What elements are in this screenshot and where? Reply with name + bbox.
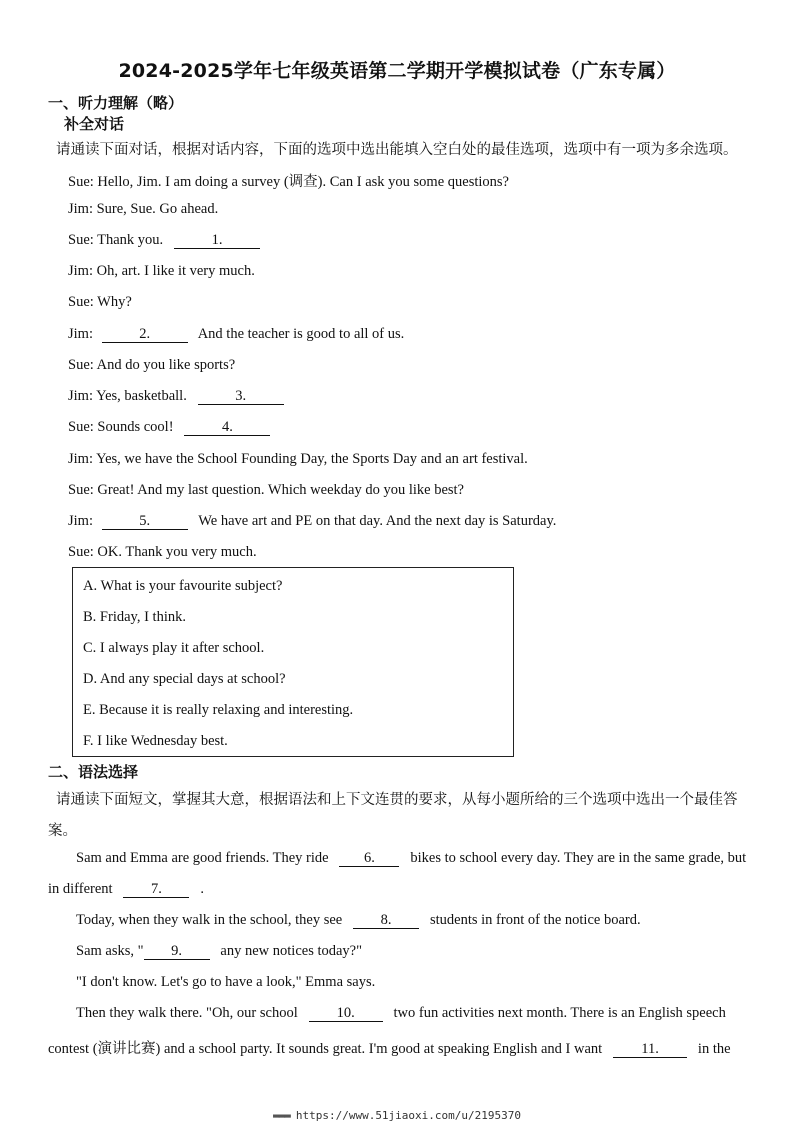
- footer-logo-marks: ▬▬▬: [272, 1109, 290, 1122]
- section1-instruction: 请通读下面对话，根据对话内容，下面的选项中选出能填入空白处的最佳选项，选项中有一项为多余选项。: [56, 142, 738, 158]
- dialogue-line: [68, 419, 270, 436]
- answer-blank-5[interactable]: 5.: [102, 513, 188, 530]
- dialogue-line: Sue: And do you like sports?: [68, 357, 236, 373]
- option-b: B. Friday, I think.: [83, 609, 186, 625]
- dialogue-text: Jim:: [68, 326, 93, 342]
- answer-blank-4[interactable]: 4.: [184, 419, 270, 436]
- answer-blank-8[interactable]: 8.: [353, 912, 419, 929]
- page-footer: [0, 1109, 794, 1122]
- passage-text: .: [200, 881, 204, 897]
- dialogue-text: Sue: Thank you.: [68, 232, 164, 248]
- passage-text: any new notices today?": [220, 943, 363, 959]
- option-f: F. I like Wednesday best.: [83, 733, 228, 749]
- answer-blank-11[interactable]: 11.: [613, 1041, 687, 1058]
- answer-blank-9[interactable]: 9.: [144, 943, 210, 960]
- section2-instruction-cont: 案。: [48, 823, 77, 839]
- options-box: [72, 567, 514, 757]
- dialogue-line: [68, 513, 556, 530]
- passage-line: "I don't know. Let's go to have a look," Emma says.: [76, 974, 376, 990]
- passage-text: bikes to school every day. They are in the same grade, but: [410, 850, 747, 866]
- dialogue-line: Jim: Oh, art. I like it very much.: [68, 263, 255, 279]
- passage-text: contest (演讲比赛) and a school party. It sounds great. I'm good at speaking English and I want: [48, 1041, 603, 1057]
- dialogue-line: Jim: Yes, we have the School Founding Day, the Sports Day and an art festival.: [68, 451, 528, 467]
- footer-url[interactable]: https://www.51jiaoxi.com/u/2195370: [295, 1109, 522, 1122]
- dialogue-text: Sue: Sounds cool!: [68, 419, 174, 435]
- section2-instruction: 请通读下面短文，掌握其大意，根据语法和上下文连贯的要求，从每小题所给的三个选项中选出一个最佳答: [56, 792, 738, 808]
- dialogue-line: [68, 388, 284, 405]
- answer-blank-10[interactable]: 10.: [309, 1005, 383, 1022]
- dialogue-line: [68, 326, 404, 343]
- passage-line: [76, 850, 746, 867]
- option-a: A. What is your favourite subject?: [83, 578, 283, 594]
- answer-blank-3[interactable]: 3.: [198, 388, 284, 405]
- section1-heading: 一、听力理解（略）: [48, 94, 184, 112]
- option-d: D. And any special days at school?: [83, 671, 286, 687]
- passage-text: two fun activities next month. There is an English speech: [393, 1005, 726, 1021]
- passage-text: in different: [48, 881, 113, 897]
- passage-line: [48, 881, 204, 898]
- answer-blank-1[interactable]: 1.: [174, 232, 260, 249]
- passage-line: [76, 912, 641, 929]
- passage-text: students in front of the notice board.: [429, 912, 641, 928]
- passage-line: [76, 1005, 726, 1022]
- passage-text: Then they walk there. "Oh, our school: [76, 1005, 298, 1021]
- passage-text: in the: [697, 1041, 731, 1057]
- page-title: 2024-2025学年七年级英语第二学期开学模拟试卷（广东专属）: [118, 60, 676, 82]
- dialogue-text: Jim:: [68, 513, 93, 529]
- passage-text: Sam and Emma are good friends. They ride: [76, 850, 329, 866]
- dialogue-line: [68, 232, 260, 249]
- dialogue-line: Sue: OK. Thank you very much.: [68, 544, 257, 560]
- passage-text: Sam asks, ": [76, 943, 144, 959]
- dialogue-line: Jim: Sure, Sue. Go ahead.: [68, 201, 219, 217]
- dialogue-line: Sue: Great! And my last question. Which weekday do you like best?: [68, 482, 464, 498]
- passage-line: [76, 943, 362, 960]
- section1-subheading: 补全对话: [64, 115, 125, 133]
- section2-heading: 二、语法选择: [48, 763, 139, 781]
- option-e: E. Because it is really relaxing and interesting.: [83, 702, 354, 718]
- option-c: C. I always play it after school.: [83, 640, 265, 656]
- answer-blank-6[interactable]: 6.: [339, 850, 399, 867]
- dialogue-text: We have art and PE on that day. And the next day is Saturday.: [198, 513, 557, 529]
- dialogue-line: Sue: Why?: [68, 294, 132, 310]
- answer-blank-2[interactable]: 2.: [102, 326, 188, 343]
- answer-blank-7[interactable]: 7.: [123, 881, 189, 898]
- dialogue-line: Sue: Hello, Jim. I am doing a survey (调查). Can I ask you some questions?: [68, 174, 509, 190]
- dialogue-text: Jim: Yes, basketball.: [68, 388, 187, 404]
- passage-text: Today, when they walk in the school, they see: [76, 912, 343, 928]
- dialogue-text: And the teacher is good to all of us.: [197, 326, 405, 342]
- passage-line: [48, 1037, 731, 1058]
